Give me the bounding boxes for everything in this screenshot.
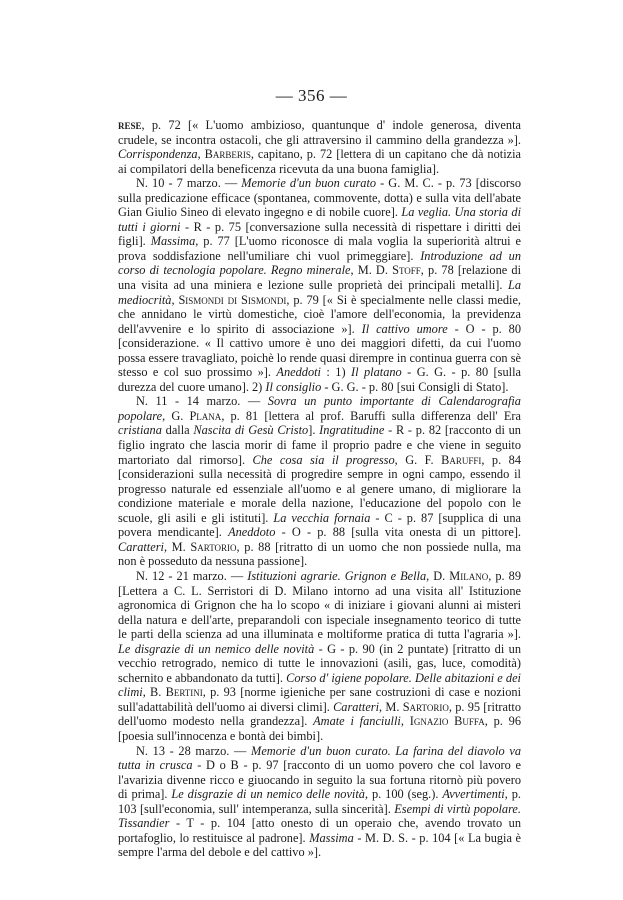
text-segment: rese bbox=[118, 118, 142, 132]
text-segment: , G. bbox=[162, 408, 190, 423]
text-segment: , capitano, p. 72 [lettera di un capitano che dà notizia ai compilatori della beneficenza ricevuta da una buona famiglia]. bbox=[118, 147, 522, 176]
text-segment: Il platano bbox=[351, 365, 402, 380]
text-segment: , p. 103 [sull'economia, sull' intemperanza, sulla sincerità]. bbox=[118, 787, 521, 816]
text-segment: Sismondi di Sismondi bbox=[178, 292, 287, 307]
text-segment: Avvertimenti bbox=[442, 787, 505, 802]
text-segment: Caratteri bbox=[333, 699, 380, 714]
text-segment: Stoff bbox=[392, 263, 421, 278]
text-segment: Sartorio bbox=[402, 699, 449, 714]
text-segment: La mediocrità bbox=[118, 278, 521, 307]
text-segment: - C - p. 87 [supplica di una povera mendicante]. bbox=[118, 510, 521, 540]
text-segment: Plana bbox=[189, 408, 222, 423]
text-segment: - D o B - p. 97 [racconto di un uomo povero che col lavoro e l'avarizia divenne ricco e giuocando in seguito la sua fortuna ritornò più povero di prima]. bbox=[118, 758, 521, 802]
text-segment: - R - p. 82 [racconto di un figlio ingrato che lascia morir di fame il proprio padre e che viene in seguito martoriato dal rimorso]. bbox=[118, 423, 521, 467]
text-segment: , p. 100 (seg.). bbox=[364, 787, 443, 802]
text-segment: Il cattivo umore bbox=[361, 321, 448, 336]
text-segment: , p. 84 [considerazioni sulla necessità di progredire sempre in ogni campo, essendo il progresso naturale ed essenziale all'uomo e al genere umano, di migliorare la condizione materiale e morale della nazione, l'educazione del popolo con le scuole, gli asili e gli istituti]. bbox=[118, 452, 521, 525]
text-segment: Istituzioni agrarie. Grignon e Bella bbox=[247, 568, 427, 583]
text-segment: Amate i fanciulli bbox=[313, 714, 401, 729]
text-segment: , bbox=[197, 147, 205, 162]
page-number: — 356 — bbox=[275, 86, 348, 105]
text-segment: - R - p. 75 [conversazione sulla necessità di rispettare i diritti dei figli]. bbox=[118, 219, 521, 249]
text-segment: , p. 72 [« L'uomo ambizioso, quantunque d' indole generosa, diventa crudele, se incontra ostacoli, che gli attraversino il cammino della grandezza »]. bbox=[118, 118, 521, 147]
text-segment: Bertini bbox=[165, 685, 203, 700]
text-segment: , p. 95 [ritratto dell'uomo modesto nella grandezza]. bbox=[118, 699, 521, 729]
entry-n12 bbox=[118, 569, 521, 744]
text-segment: Ignazio Buffa bbox=[409, 714, 485, 729]
text-segment: - G - p. 90 (in 2 puntate) [ritratto di un vecchio retrogrado, nemico di tutte le innovazioni (asili, gas, luce, comodità) schernito e abbandonato da tutti]. bbox=[118, 641, 521, 685]
text-segment: Aneddoto bbox=[228, 525, 276, 540]
text-segment: Milano bbox=[449, 568, 489, 583]
text-segment: - G. G. - p. 80 [sui Consigli di Stato]. bbox=[321, 379, 509, 394]
text-segment: , p. 79 [« Si è specialmente nelle classi medie, che annidano le virtù domestiche, cioè l'amore dell'economia, la previdenza dell'avvenire e lo spirito di associazione »]. bbox=[118, 292, 522, 336]
entry-n13 bbox=[118, 744, 521, 860]
text-segment: Corrispondenza bbox=[118, 147, 198, 162]
text-segment: - T - p. 104 [atto onesto di un operaio che, avendo trovato un portafoglio, lo restituisce al padrone]. bbox=[118, 816, 521, 845]
text-segment: Le disgrazie di un nemico delle novità bbox=[118, 641, 315, 656]
text-segment: Massima bbox=[150, 234, 196, 249]
text-segment: La veglia. Una storia di tutti i giorni bbox=[118, 205, 521, 234]
text-segment: Aneddoti bbox=[276, 365, 321, 380]
text-segment: Il consiglio bbox=[265, 379, 322, 394]
text-segment: Ingratitudine bbox=[319, 423, 385, 438]
text-segment: , p. 96 [poesia sull'innocenza e bontà dei bimbi]. bbox=[118, 714, 521, 743]
text-segment: Sovra un punto importante di Calendarografia popolare bbox=[118, 394, 521, 423]
text-segment: N. 13 - 28 marzo. — bbox=[136, 743, 252, 758]
text-segment: Barberis bbox=[204, 147, 251, 162]
text-segment: Sartorio bbox=[190, 539, 237, 554]
entry-continuation bbox=[118, 118, 521, 176]
text-segment: N. 10 - 7 marzo. — bbox=[136, 176, 242, 191]
text-segment: - M. D. S. - p. 104 [« La bugia è sempre l'arma del debole e del cattivo »]. bbox=[118, 830, 521, 860]
text-segment: , p. 93 [norme igieniche per sane costruzioni di case e nozioni sull'adattabilità dell'uomo ai diversi climi]. bbox=[118, 685, 521, 714]
text-segment: , p. 78 [relazione di una visita ad una miniera e lezione sulle proprietà dei principali metalli]. bbox=[118, 263, 522, 293]
text-block bbox=[118, 118, 521, 860]
text-segment: , p. 89 [Lettera a C. L. Serristori di D. Milano intorno ad una visita all' Istituzione agronomica di Grignon che ha lo scopo « di iniziare i giovani alunni ai misteri della natura e dell'arte, preparandoli con ispeciale insegnamento teorico di tutte le parti della scienza ad una illuminata e moltiforme pratica di tutta l'agraria »]. bbox=[118, 568, 521, 642]
text-segment: Corso d' igiene popolare. Delle abitazioni e dei climi bbox=[118, 670, 521, 700]
text-segment: , B. bbox=[142, 685, 166, 700]
text-segment: , M. D. bbox=[350, 263, 393, 278]
text-segment: cristiana bbox=[118, 423, 162, 438]
text-segment: Esempi di virtù popolare. Tissandier bbox=[118, 801, 521, 831]
text-segment: Memorie d'un buon curato bbox=[241, 176, 377, 191]
text-segment: , M. bbox=[379, 699, 403, 714]
text-segment: Le disgrazie di un nemico delle novità bbox=[171, 787, 365, 802]
text-segment: ]. bbox=[308, 423, 320, 438]
text-segment: , p. 81 [lettera al prof. Baruffi sulla differenza dell' Era bbox=[221, 408, 521, 423]
text-segment: La vecchia fornaia bbox=[273, 510, 371, 525]
text-segment: Memorie d'un buon curato. La farina del diavolo va tutta in crusca bbox=[118, 743, 521, 773]
text-segment: , M. bbox=[163, 539, 191, 554]
entry-n10 bbox=[118, 176, 521, 394]
text-segment: - O - p. 80 [considerazione. « Il cattivo umore è uno dei maggiori difetti, da cui l'uomo possa essere travagliato, poichè lo rende quasi dirempre in continua guerra con sè stesso e col suo prossimo »]. bbox=[118, 321, 521, 380]
text-segment: Nascita di Gesù Cristo bbox=[193, 423, 309, 438]
text-segment: - O - p. 88 [sulla vita onesta di un pittore]. bbox=[275, 525, 522, 540]
text-segment: dalla bbox=[161, 423, 194, 438]
text-segment: - G. M. C. - p. 73 [discorso sulla predicazione efficace (spontanea, commovente, dotta) e sulla vita dell'abate Gian Giulio Sineo di elevato ingegno e di nobile cuore]. bbox=[118, 176, 521, 220]
text-segment: , p. 88 [ritratto di un uomo che non possiede nulla, ma non è posseduto da nessuna passione]. bbox=[118, 539, 521, 569]
text-segment: , D. bbox=[426, 568, 450, 583]
text-segment: N. 11 - 14 marzo. — bbox=[136, 394, 268, 409]
text-segment: , bbox=[400, 714, 410, 729]
text-segment: , G. F. bbox=[394, 452, 442, 467]
text-segment: , p. 77 [L'uomo riconosce di mala voglia la superiorità altrui e prova soddisfazione nell'umiliare chi vuol primeggiare]. bbox=[118, 234, 521, 263]
text-segment: , bbox=[171, 292, 179, 307]
text-segment: : 1) bbox=[321, 365, 352, 380]
text-segment: Introduzione ad un corso di tecnologia popolare. Regno minerale bbox=[118, 248, 521, 278]
text-segment: Massima bbox=[309, 830, 354, 845]
text-segment: Baruffi bbox=[441, 452, 482, 467]
text-segment: - G. G. - p. 80 [sulla durezza del cuore umano]. 2) bbox=[118, 365, 521, 394]
text-segment: N. 12 - 21 marzo. — bbox=[136, 568, 248, 583]
text-segment: Caratteri bbox=[118, 539, 164, 554]
entry-n11 bbox=[118, 394, 521, 569]
text-segment: Che cosa sia il progresso bbox=[252, 452, 395, 467]
